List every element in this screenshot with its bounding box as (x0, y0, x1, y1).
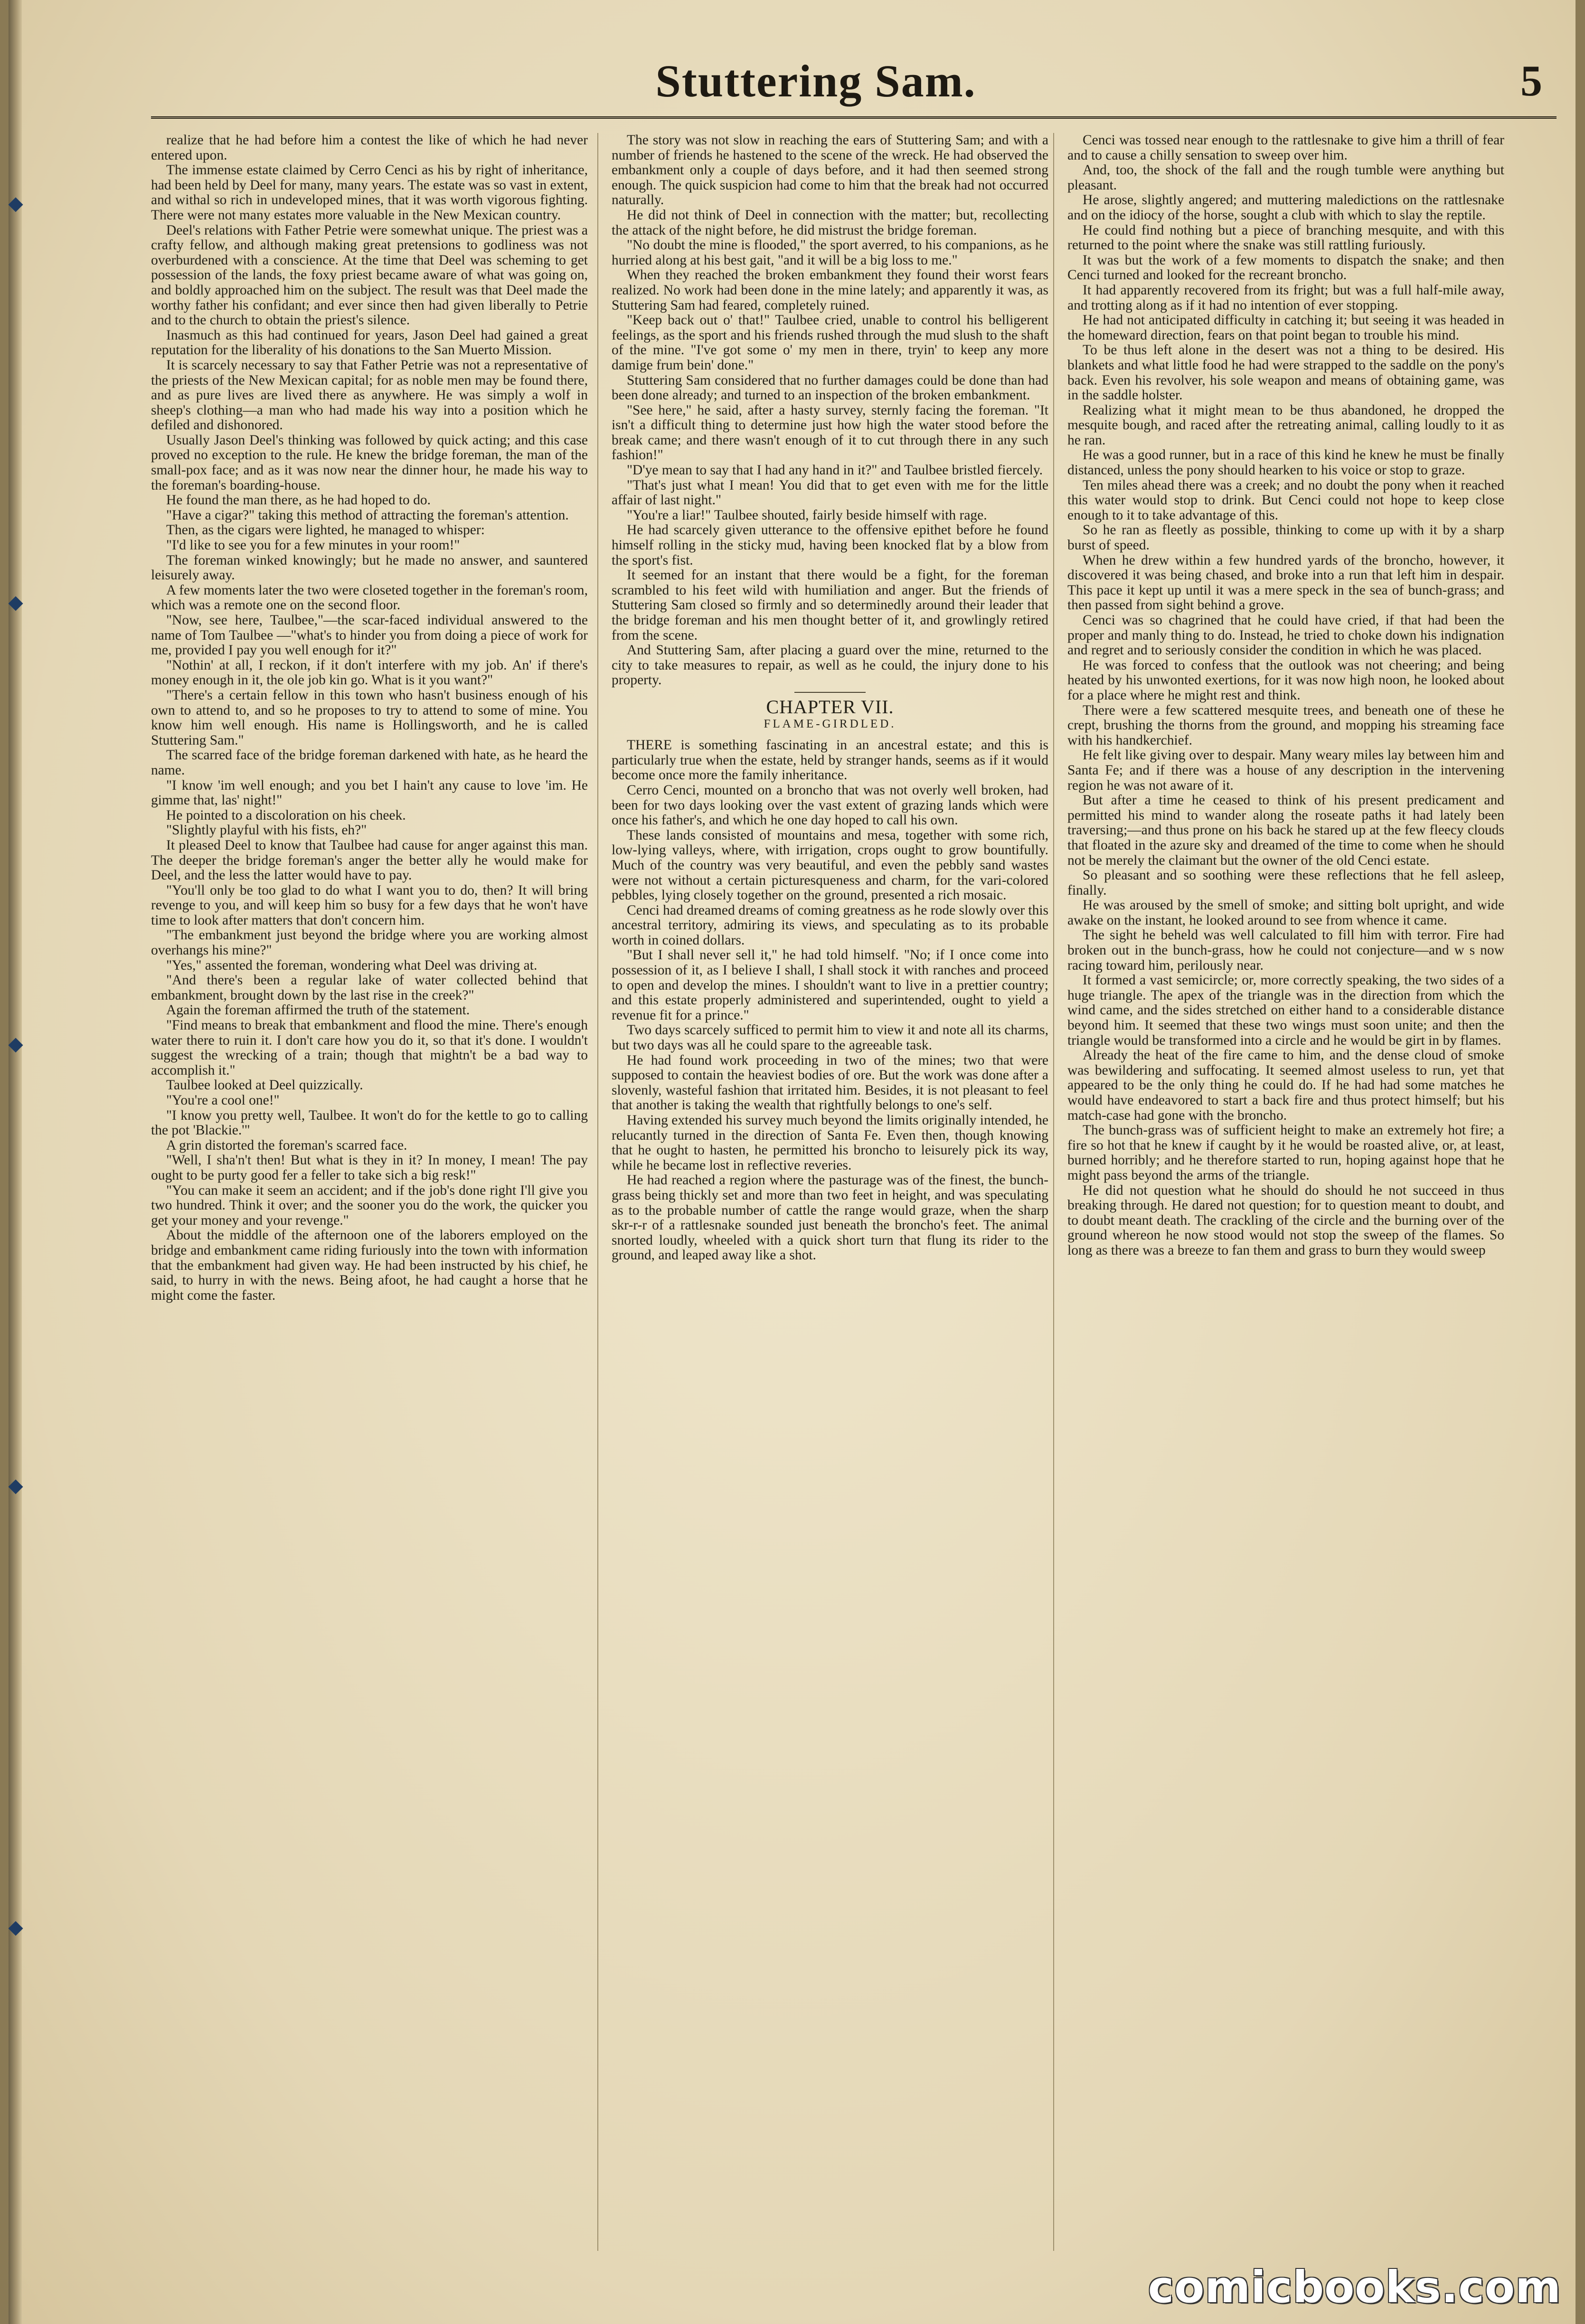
paragraph: He was a good runner, but in a race of this kind he knew he must be finally distanced, unless the pony should hearken to his voice or stop to graze. (1067, 447, 1504, 478)
paragraph: And, too, the shock of the fall and the rough tumble were anything but pleasant. (1067, 162, 1504, 193)
paragraph: "Well, I sha'n't then! But what is they in it? In money, I mean! The pay ought to be purty good fer a feller to take sich a big resk!" (151, 1153, 588, 1183)
paragraph: The scarred face of the bridge foreman darkened with hate, as he heard the name. (151, 747, 588, 778)
paragraph: "Have a cigar?" taking this method of attracting the foreman's attention. (166, 507, 569, 523)
staple-mark (8, 197, 23, 212)
paragraph: "The embankment just beyond the bridge where you are working almost overhangs his mine?" (151, 927, 588, 958)
paragraph: "That's just what I mean! You did that to get even with me for the little affair of last night." (612, 477, 1048, 508)
paragraph: He pointed to a discoloration on his cheek. (166, 807, 406, 823)
paragraph: THERE is something fascinating in an ancestral estate; and this is particularly true when the estate, held by stranger hands, seems as if it would become once more the family inheritance. (612, 737, 1048, 783)
paragraph: "D'ye mean to say that I had any hand in it?" and Taulbee bristled fiercely. (627, 463, 1043, 478)
paragraph: Cenci was so chagrined that he could have cried, if that had been the proper and manly thing to do. Instead, he tried to choke down his indignation and regret and to seriously consider the condition in which he was placed. (1067, 613, 1504, 658)
page-title: Stuttering Sam. (655, 56, 976, 106)
paragraph: Realizing what it might mean to be thus abandoned, he dropped the mesquite bough, and raced after the retreating animal, calling loudly to it as he ran. (1067, 402, 1504, 448)
header-divider (151, 116, 1557, 119)
paragraph: "Yes," assented the foreman, wondering what Deel was driving at. (166, 957, 538, 973)
paragraph: But after a time he ceased to think of his present predicament and permitted his mind to wander along the roseate paths it had lately been traversing;—and thus prone on his back he stared up at the few fleecy clouds that floated in the azure sky and dreamed of the time to come when he should not be merely the claimant but the owner of the old Cenci estate. (1067, 793, 1504, 868)
paragraph: He was forced to confess that the outlook was not cheering; and being heated by his unwonted exertions, for it was now high noon, he looked about for a place where he might rest and think. (1067, 657, 1504, 703)
paragraph: He found the man there, as he had hoped to do. (166, 492, 431, 508)
paragraph: Stuttering Sam considered that no further damages could be done than had been done already; and turned to an inspection of the broken embankment. (612, 372, 1048, 403)
paragraph: It had apparently recovered from its fright; but was a full half-mile away, and trotting along as if it had no intention of ever stopping. (1067, 282, 1504, 313)
paragraph: Inasmuch as this had continued for years, Jason Deel had gained a great reputation for the liberality of his donations to the San Muerto Mission. (151, 327, 588, 358)
chapter-heading: CHAPTER VII. (766, 696, 894, 718)
paragraph: "I'd like to see you for a few minutes in your room!" (166, 538, 460, 553)
paragraph: He felt like giving over to despair. Many weary miles lay between him and Santa Fe; and if there was a house of any description in the intervening region he was not aware of it. (1067, 747, 1504, 793)
paragraph: "I know you pretty well, Taulbee. It won't do for the kettle to go to calling the pot 'Blackie.'" (151, 1107, 588, 1138)
paragraph: Cerro Cenci, mounted on a broncho that was not overly well broken, had been for two days looking over the vast extent of grazing lands which were once his father's, and which he one day hoped to call his own. (612, 782, 1048, 828)
paragraph: These lands consisted of mountains and mesa, together with some rich, low-lying valleys, where, with irrigation, crops ought to grow bountifully. Much of the country was very beautiful, and even the pebbly sand wastes were not without a certain picturesqueness and charm, for the vari-colored pebbles, lying closely together on the ground, presented a rich mosaic. (612, 827, 1048, 903)
staple-mark (8, 1921, 23, 1936)
paragraph: "Now, see here, Taulbee,"—the scar-faced individual answered to the name of Tom Taulbee —"what's to hinder you from doing a piece of work for me, provided I pay you well enough for it?" (151, 613, 588, 658)
paragraph: To be thus left alone in the desert was not a thing to be desired. His blankets and what little food he had were strapped to the saddle on the pony's back. Even his revolver, his sole weapon and means of obtaining game, was in the saddle holster. (1067, 342, 1504, 403)
paragraph: There were a few scattered mesquite trees, and beneath one of these he crept, brushing the thorns from the ground, and mopping his streaming face with his handkerchief. (1067, 702, 1504, 748)
paragraph: It pleased Deel to know that Taulbee had cause for anger against this man. The deeper the bridge foreman's anger the better ally he would make for Deel, and the less the latter would have to pay. (151, 837, 588, 883)
paragraph: "You're a liar!" Taulbee shouted, fairly beside himself with rage. (627, 507, 987, 523)
paragraph: realize that he had before him a contest the like of which he had never entered upon. (151, 133, 588, 163)
paragraph: Then, as the cigars were lighted, he managed to whisper: (166, 522, 485, 538)
paragraph: The foreman winked knowingly; but he made no answer, and sauntered leisurely away. (151, 552, 588, 583)
paragraph: Deel's relations with Father Petrie were somewhat unique. The priest was a crafty fellow, and although making great pretensions to godliness was not overburdened with a conscience. At the time that Deel was scheming to get possession of the lands, the foxy priest became aware of what was going on, and boldly approached him on the subject. The result was that Deel made the worthy father his confidant; and ever since then had given liberally to Petrie and to the church to obtain the priest's silence. (151, 222, 588, 328)
paragraph: Cenci was tossed near enough to the rattlesnake to give him a thrill of fear and to cause a chilly sensation to sweep over him. (1067, 133, 1504, 163)
paragraph: "You can make it seem an accident; and if the job's done right I'll give you two hundred. Think it over; and the sooner you do the work, the quicker you get your money and your revenge." (151, 1182, 588, 1228)
paragraph: And Stuttering Sam, after placing a guard over the mine, returned to the city to take measures to repair, as well as he could, the injury done to his property. (612, 642, 1048, 688)
column-2-upper-text (612, 133, 1048, 688)
column-divider (597, 133, 598, 2251)
paragraph: About the middle of the afternoon one of the laborers employed on the bridge and embankment came riding furiously into the town with information that the embankment had given way. He had been instructed by his chief, he said, to hurry in with the news. Being afoot, he had caught a horse that he might come the faster. (151, 1228, 588, 1303)
paragraph: "You'll only be too glad to do what I want you to do, then? It will bring revenge to you, and will keep him so busy for a few days that he won't have time to look after matters that don't concern him. (151, 882, 588, 928)
paragraph: Having extended his survey much beyond the limits originally intended, he relucantly turned in the direction of Santa Fe. Even then, though knowing that he ought to hasten, he permitted his broncho to leisurely pick its way, while he became lost in reflective reveries. (612, 1113, 1048, 1173)
paragraph: He did not think of Deel in connection with the matter; but, recollecting the attack of the night before, he did mistrust the bridge foreman. (612, 207, 1048, 238)
paragraph: Ten miles ahead there was a creek; and no doubt the pony when it reached this water would stop to drink. But Cenci could not hope to keep close enough to it to take advantage of this. (1067, 477, 1504, 523)
column-2-lower-text (612, 738, 1048, 1263)
paragraph: When he drew within a few hundred yards of the broncho, however, it discovered it was being chased, and broke into a run that left him in despair. This pace it kept up until it was a mere speck in the sea of bunch-grass; and then passed from sight behind a grove. (1067, 552, 1504, 613)
paragraph: A few moments later the two were closeted together in the foreman's room, which was a remote one on the second floor. (151, 582, 588, 613)
paragraph: He arose, slightly angered; and muttering maledictions on the rattlesnake and on the idiocy of the horse, sought a club with which to slay the reptile. (1067, 192, 1504, 223)
paragraph: It is scarcely necessary to say that Father Petrie was not a representative of the priests of the New Mexican capital; for as noble men may be found there, and as pure lives are lived there as anywhere. He was simply a wolf in sheep's clothing—a man who had made his way into a position which he defiled and dishonored. (151, 357, 588, 433)
paragraph: He was aroused by the smell of smoke; and sitting bolt upright, and wide awake on the instant, he looked around to see from whence it came. (1067, 897, 1504, 928)
paragraph: "You're a cool one!" (166, 1093, 280, 1108)
paragraph: He had reached a region where the pasturage was of the finest, the bunch-grass being thickly set and more than two feet in height, and was speculating as to the probable number of cattle the range would graze, when the sharp skr-r-r of a rattlesnake sounded just beneath the broncho's feet. The animal snorted loudly, wheeled with a quick short turn that flung its rider to the ground, and leaped away like a shot. (612, 1172, 1048, 1263)
paragraph: The immense estate claimed by Cerro Cenci as his by right of inheritance, had been held by Deel for many, many years. The estate was so vast in extent, and withal so rich in undeveloped mines, that it was worth vigorous fighting. There were not many estates more valuable in the New Mexican country. (151, 162, 588, 223)
paragraph: "And there's been a regular lake of water collected behind that embankment, brought down by the last rise in the creek?" (151, 973, 588, 1003)
column-divider (1053, 133, 1054, 2251)
paragraph: It was but the work of a few moments to dispatch the snake; and then Cenci turned and looked for the recreant broncho. (1067, 252, 1504, 283)
staple-mark (8, 596, 23, 611)
paragraph: So he ran as fleetly as possible, thinking to come up with it by a sharp burst of speed. (1067, 522, 1504, 553)
paragraph: He had found work proceeding in two of the mines; two that were supposed to contain the heaviest bodies of ore. But the work was done after a slovenly, wasteful fashion that irritated him. Besides, it is not pleasant to feel that another is taking the wealth that rightfully belongs to one's self. (612, 1052, 1048, 1113)
paragraph: He had not anticipated difficulty in catching it; but seeing it was headed in the homeward direction, fears on that point began to trouble his mind. (1067, 312, 1504, 343)
paragraph: Already the heat of the fire came to him, and the dense cloud of smoke was bewildering and suffocating. It seemed almost useless to run, yet that appeared to be the only thing he could do. If he had had some matches he would have endeavored to start a back fire and thus protect himself; but his match-case had gone with the broncho. (1067, 1048, 1504, 1123)
paragraph: Taulbee looked at Deel quizzically. (166, 1077, 363, 1093)
paragraph: Two days scarcely sufficed to permit him to view it and note all its charms, but two days was all he could spare to the agreeable task. (612, 1022, 1048, 1053)
paragraph: Usually Jason Deel's thinking was followed by quick acting; and this case proved no exception to the rule. He knew the bridge foreman, the man of the small-pox face; and as it was now near the dinner hour, he made his way to the foreman's boarding-house. (151, 432, 588, 493)
paragraph: Again the foreman affirmed the truth of the statement. (166, 1002, 470, 1018)
text-column-3 (1067, 133, 1504, 2241)
paragraph: So pleasant and so soothing were these reflections that he fell asleep, finally. (1067, 868, 1504, 898)
paragraph: "Find means to break that embankment and flood the mine. There's enough water there to ruin it. I don't care how you do it, so that it's done. I wouldn't suggest the wrecking of a train; though that mightn't be a bad way to accomplish it." (151, 1018, 588, 1078)
paragraph: He could find nothing but a piece of branching mesquite, and with this returned to the point where the snake was still rattling furiously. (1067, 222, 1504, 253)
paragraph: The story was not slow in reaching the ears of Stuttering Sam; and with a number of friends he hastened to the scene of the wreck. He had observed the embankment only a couple of days before, and it had then seemed strong enough. The quick suspicion had come to him that the break had not occurred naturally. (612, 133, 1048, 208)
paragraph: "Nothin' at all, I reckon, if it don't interfere with my job. An' if there's money enough in it, the ole job kin go. What is it you want?" (151, 657, 588, 688)
paragraph: He had scarcely given utterance to the offensive epithet before he found himself rolling in the sticky mud, having been knocked flat by a blow from the sport's fist. (612, 522, 1048, 568)
paragraph: "Keep back out o' that!" Taulbee cried, unable to control his belligerent feelings, as the sport and his friends rushed through the mud slush to the shaft of the mine. "I've got some o' my men in there, tryin' to keep any more damige frum bein' done." (612, 312, 1048, 373)
staple-mark (8, 1038, 23, 1052)
paragraph: It formed a vast semicircle; or, more correctly speaking, the two sides of a huge triangle. The apex of the triangle was in the direction from which the wind came, and the sides stretched on either hand to a considerable distance beyond him. It seemed that these two wings must soon unite; and then the triangle would be transformed into a circle and he would be girt in by flames. (1067, 973, 1504, 1048)
staple-mark (8, 1479, 23, 1494)
paragraph: It seemed for an instant that there would be a fight, for the foreman scrambled to his feet wild with humiliation and anger. But the friends of Stuttering Sam closed so firmly and so determinedly around their leader that the bridge foreman and his men thought better of it, and growlingly retired from the scene. (612, 567, 1048, 643)
paragraph: The bunch-grass was of sufficient height to make an extremely hot fire; a fire so hot that he knew if caught by it he would be roasted alive, or, at least, burned horribly; and he therefore started to run, hoping against hope that he might pass beyond the arms of the triangle. (1067, 1123, 1504, 1183)
paragraph: "I know 'im well enough; and you bet I hain't any cause to love 'im. He gimme that, las' night!" (151, 777, 588, 808)
page-binding (9, 0, 22, 2324)
paragraph: When they reached the broken embankment they found their worst fears realized. No work had been done in the mine lately; and apparently it was, as Stuttering Sam had feared, completely ruined. (612, 267, 1048, 313)
paragraph: "There's a certain fellow in this town who hasn't business enough of his own to attend to, and so he proposes to try to attend to some of mine. You know him well enough. His name is Hollingsworth, and he is called Stuttering Sam." (151, 687, 588, 748)
paragraph: A grin distorted the foreman's scarred face. (166, 1137, 407, 1153)
paragraph: "Slightly playful with his fists, eh?" (166, 822, 367, 838)
text-column-2 (612, 133, 1048, 2241)
paragraph: "See here," he said, after a hasty survey, sternly facing the foreman. "It isn't a difficult thing to determine just how high the water stood before the break came; and there wasn't enough of it to cut through there in any such fashion!" (612, 402, 1048, 463)
page-header (151, 45, 1542, 116)
paragraph: He did not question what he should do should he not succeed in thus breaking through. He dared not question; for to question meant to doubt, and to doubt meant death. The crackling of the circle and the burning over of the ground whereon he now stood would not stop the sweep of the flames. So long as there was a breeze to fan them and grass to burn they would sweep (1067, 1182, 1504, 1258)
newspaper-page (9, 0, 1576, 2324)
text-column-1 (151, 133, 588, 2241)
chapter-divider (794, 692, 866, 693)
paragraph: "No doubt the mine is flooded," the sport averred, to his companions, as he hurried along at his best gait, "and it will be a big loss to me." (612, 237, 1048, 268)
chapter-subtitle: FLAME-GIRDLED. (764, 717, 896, 730)
paragraph: "But I shall never sell it," he had told himself. "No; if I once come into possession of it, as I believe I shall, I shall stock it with ranches and proceed to open and develop the mines. I shouldn't want to live in a prettier country; and this estate properly administered and superintended, ought to yield a revenue fit for a prince." (612, 947, 1048, 1023)
paragraph: The sight he beheld was well calculated to fill him with terror. Fire had broken out in the bunch-grass, how he could not conjecture—and w s now racing toward him, perilously near. (1067, 927, 1504, 973)
paragraph: Cenci had dreamed dreams of coming greatness as he rode slowly over this ancestral territory, admiring its views, and speculating as to its probable worth in coined dollars. (612, 902, 1048, 948)
site-watermark: comicbooks.com (1148, 2262, 1561, 2313)
page-number: 5 (1520, 57, 1542, 105)
